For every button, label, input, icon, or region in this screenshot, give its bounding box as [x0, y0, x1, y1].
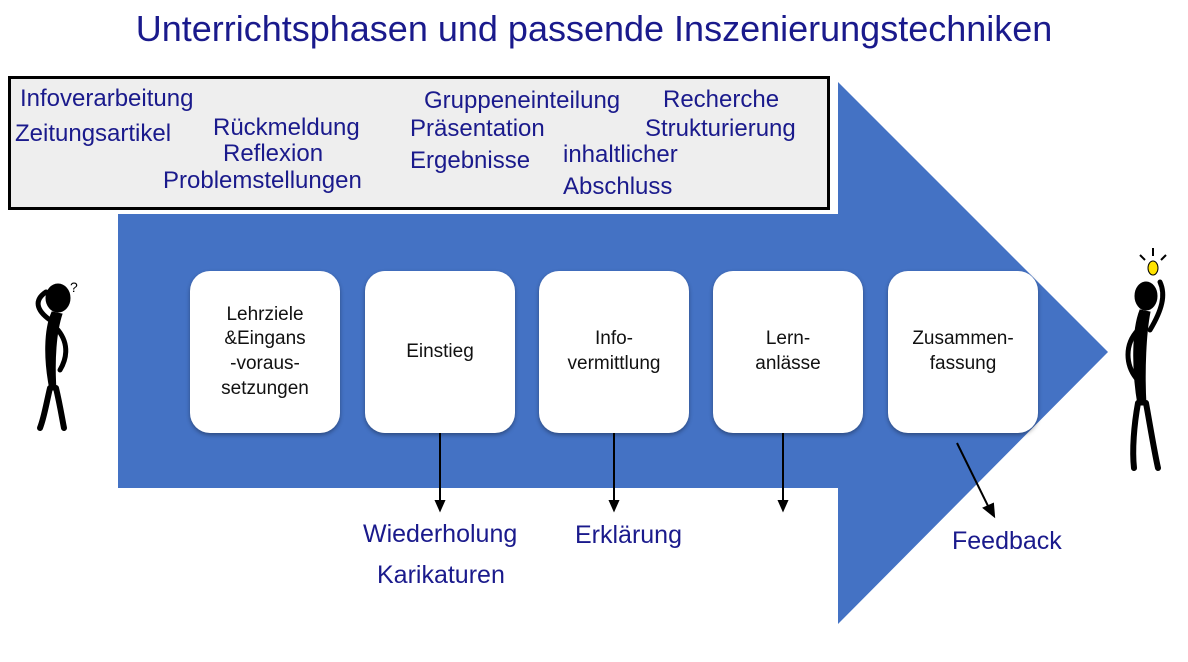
- phase-lehrziele: Lehrziele &Eingans -voraus- setzungen: [190, 271, 340, 433]
- term-erklaerung: Erklärung: [575, 521, 682, 549]
- term-strukturierung: Strukturierung: [645, 115, 796, 142]
- term-recherche: Recherche: [663, 86, 780, 113]
- term-zeitungsartikel: Zeitungsartikel: [15, 120, 172, 147]
- term-inhaltlicher: inhaltlicher: [563, 141, 678, 168]
- term-rueckmeldung: Rückmeldung: [213, 114, 360, 141]
- term-abschluss: Abschluss: [563, 173, 673, 200]
- idea-figure-icon: [1128, 248, 1166, 468]
- term-wiederholung: Wiederholung: [363, 520, 518, 548]
- term-reflexion: Reflexion: [223, 140, 324, 167]
- term-karikaturen: Karikaturen: [377, 561, 505, 589]
- page-title: Unterrichtsphasen und passende Inszenierungstechniken: [135, 8, 1053, 49]
- phase-infovermittlung: Info- vermittlung: [539, 271, 689, 433]
- phase-lernanlaesse: Lern- anlässe: [713, 271, 863, 433]
- svg-text:?: ?: [70, 279, 78, 295]
- phase-zusammenfassung: Zusammen- fassung: [888, 271, 1038, 433]
- phase-einstieg: Einstieg: [365, 271, 515, 433]
- term-feedback: Feedback: [952, 527, 1062, 555]
- term-ergebnisse: Ergebnisse: [410, 147, 531, 174]
- term-praesentation: Präsentation: [410, 115, 545, 142]
- term-infoverarbeitung: Infoverarbeitung: [20, 85, 194, 112]
- term-problemstellungen: Problemstellungen: [163, 167, 362, 194]
- thinking-figure-icon: [38, 279, 78, 428]
- term-gruppeneinteilung: Gruppeneinteilung: [424, 87, 621, 114]
